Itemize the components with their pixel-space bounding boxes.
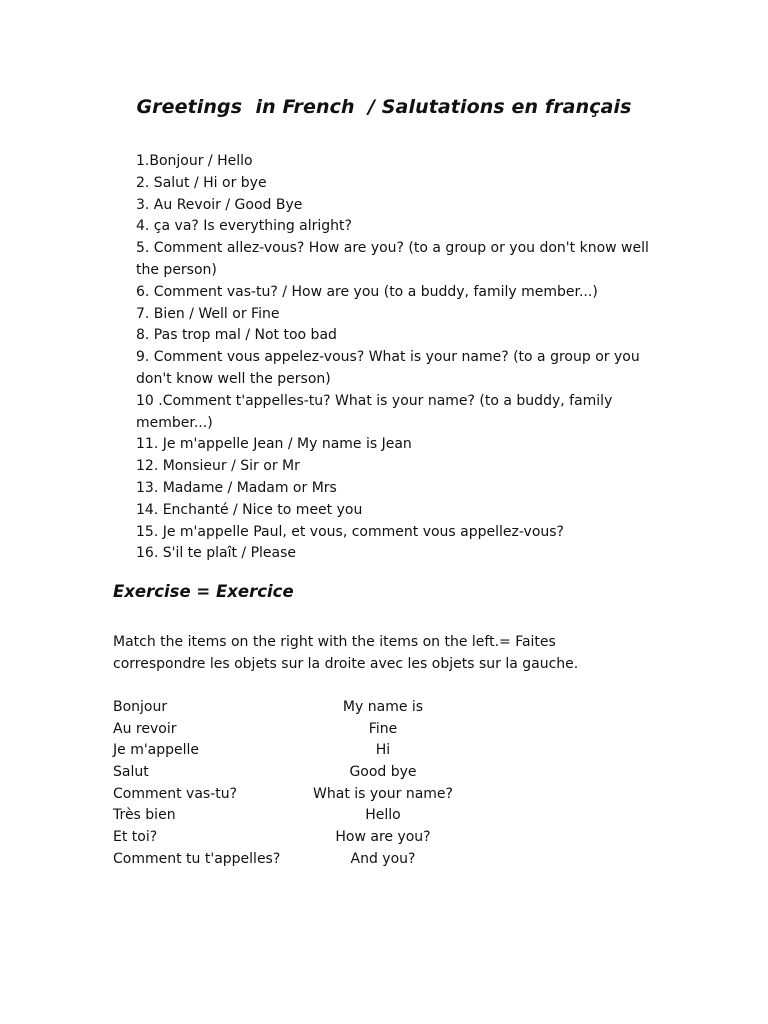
exercise-heading: Exercise = Exercice bbox=[113, 582, 294, 601]
match-right-item: Fine bbox=[368, 720, 398, 737]
match-right-item: Good bye bbox=[349, 764, 417, 781]
list-item: 10 .Comment t'appelles-tu? What is your name? (to a buddy, family member...) bbox=[136, 392, 613, 431]
match-row bbox=[113, 849, 473, 871]
list-item: 8. Pas trop mal / Not too bad bbox=[136, 327, 337, 344]
match-left-item: Je m'appelle bbox=[113, 742, 200, 759]
match-right-item: And you? bbox=[350, 850, 416, 867]
list-item: 14. Enchanté / Nice to meet you bbox=[136, 501, 363, 518]
matching-exercise bbox=[113, 697, 473, 871]
match-row bbox=[113, 740, 473, 762]
match-left-item: Au revoir bbox=[113, 720, 177, 737]
list-item: 7. Bien / Well or Fine bbox=[136, 305, 280, 322]
list-item: 6. Comment vas-tu? / How are you (to a buddy, family member...) bbox=[136, 283, 598, 300]
list-item: 2. Salut / Hi or bye bbox=[136, 174, 267, 191]
match-right-item: How are you? bbox=[335, 829, 431, 846]
match-row bbox=[113, 827, 473, 849]
match-row bbox=[113, 697, 473, 719]
list-item: 13. Madame / Madam or Mrs bbox=[136, 479, 337, 496]
match-right-item: My name is bbox=[342, 699, 424, 715]
match-right-item: Hi bbox=[375, 742, 391, 759]
match-left-item: Bonjour bbox=[113, 699, 168, 715]
match-left-item: Comment tu t'appelles? bbox=[113, 850, 281, 867]
list-item: 16. S'il te plaît / Please bbox=[136, 545, 297, 562]
list-item: 3. Au Revoir / Good Bye bbox=[136, 196, 303, 213]
match-left-item: Très bien bbox=[113, 807, 176, 824]
greetings-list bbox=[136, 151, 656, 565]
list-item: 9. Comment vous appelez-vous? What is your name? (to a group or you don't know well the person) bbox=[136, 349, 640, 387]
match-right-item: What is your name? bbox=[313, 785, 453, 802]
match-row bbox=[113, 805, 473, 827]
match-right-item: Hello bbox=[365, 807, 401, 824]
match-row bbox=[113, 762, 473, 784]
list-item: 15. Je m'appelle Paul, et vous, comment vous appellez-vous? bbox=[136, 523, 564, 540]
page-title: Greetings in French / Salutations en français bbox=[136, 96, 632, 118]
match-row bbox=[113, 784, 473, 806]
list-item: 1.Bonjour / Hello bbox=[136, 153, 253, 169]
match-left-item: Comment vas-tu? bbox=[113, 785, 238, 802]
list-item: 12. Monsieur / Sir or Mr bbox=[136, 458, 300, 475]
list-item: 5. Comment allez-vous? How are you? (to a group or you don't know well the person) bbox=[136, 240, 649, 278]
list-item: 11. Je m'appelle Jean / My name is Jean bbox=[136, 436, 412, 453]
list-item: 4. ça va? Is everything alright? bbox=[136, 218, 352, 235]
match-left-item: Salut bbox=[113, 764, 149, 781]
match-row bbox=[113, 719, 473, 741]
match-left-item: Et toi? bbox=[113, 829, 158, 846]
exercise-instructions: Match the items on the right with the items on the left.= Faites correspondre les objets sur la droite avec les objets sur la gauche. bbox=[113, 634, 579, 672]
